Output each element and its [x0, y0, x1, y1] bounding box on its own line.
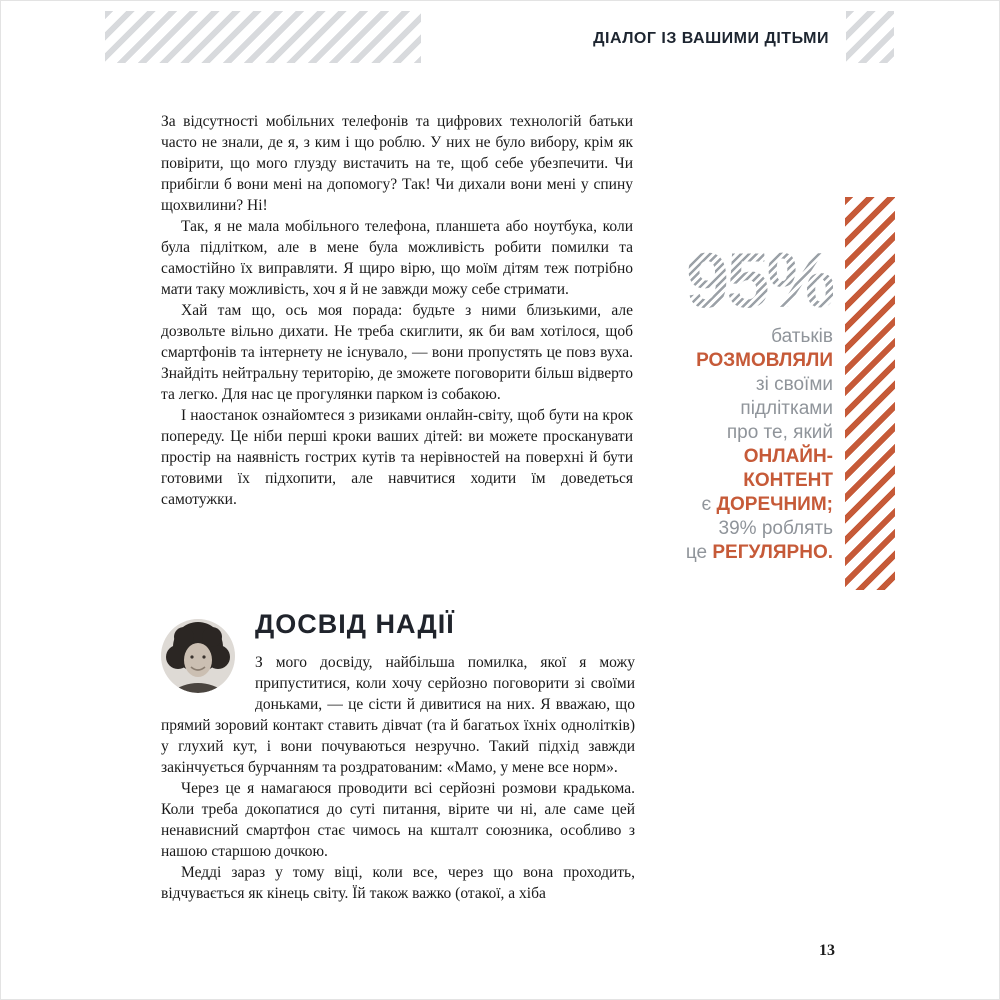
pullquote-line: РОЗМОВЛЯЛИ: [696, 349, 833, 371]
pullquote-stat: 95%: [685, 236, 833, 324]
paragraph: Хай там що, ось моя порада: будьте з ними близькими, але дозвольте вільно дихати. Не треба скиглити, як би вам хотілося, щоб смартфонів та інтернету не існувало, — вони пропустять це повз вуха. Знайдіть нейтральну територію, де зможете поговорити більш відверто та легко. Для нас це прогулянки парком із собакою.: [161, 302, 633, 403]
paragraph: Медді зараз у тому віці, коли все, через що вона проходить, відчувається як кінець світу. Їй також важко (отакої, а хіба: [161, 864, 635, 902]
pullquote-line: зі своїми: [755, 373, 833, 395]
page-header-title: ДІАЛОГ ІЗ ВАШИМИ ДІТЬМИ: [593, 30, 829, 47]
section-paragraphs: [161, 652, 635, 904]
pullquote-line: 39% роблять: [718, 517, 833, 539]
pullquote-line: батьків: [771, 325, 833, 347]
paragraph: За відсутності мобільних телефонів та цифрових технологій батьки часто не знали, де я, з ким і що роблю. У них не було вибору, крім як повірити, що мого глузду вистачить на те, щоб себе убезпечити. Чи прибігли б вони мені на допомогу? Так! Чи дихали вони мені у спину щохвилини? Ні!: [161, 113, 633, 214]
author-photo: [161, 619, 235, 693]
section-experience: [161, 605, 635, 904]
page-number: 13: [819, 942, 835, 959]
paragraph: Так, я не мала мобільного телефона, планшета або ноутбука, коли була підлітком, але в мене була можливість робити помилки та самостійно їх виправляти. Я щиро вірю, що моїм дітям теж потрібно мати таку можливість, хоч я й не завжди можу себе стримати.: [161, 218, 633, 298]
paragraph: І наостанок ознайомтеся з ризиками онлайн-світу, щоб бути на крок попереду. Це ніби перші кроки ваших дітей: ви можете просканувати простір на наявність гострих кутів та нерівностей на поверхні й бути готовими їх підхопити, але навчитися ходити їм доведеться самотужки.: [161, 407, 633, 508]
pullquote-line: є ДОРЕЧНИМ;: [701, 493, 833, 515]
pullquote-line: ОНЛАЙН-: [743, 445, 833, 467]
paragraph: З мого досвіду, найбільша помилка, якої я можу припуститися, коли хочу серйозно поговорити зі своїми доньками, — це сісти й дивитися на них. Я вважаю, що прямий зоровий контакт ставить дівчат (та й багатьох їхніх однолітків) у глухий кут, і вони почуваються незручно. Такий підхід завжди закінчується бурчанням та роздратованим: «Мамо, у мене все норм».: [161, 654, 635, 776]
intro-paragraphs: [161, 111, 633, 510]
paragraph: Через це я намагаюся проводити всі серйозні розмови крадькома. Коли треба докопатися до суті питання, вірите чи ні, але саме цей ненависний смартфон стає чимось на кшталт союзника, особливо з нашою старшою дочкою.: [161, 780, 635, 860]
section-heading: ДОСВІД НАДІЇ: [255, 609, 455, 639]
decor-stripes-top-left: [105, 11, 421, 63]
decor-stripes-right: [845, 197, 895, 590]
pullquote-line: про те, який: [726, 421, 833, 443]
pullquote-line: це РЕГУЛЯРНО.: [685, 541, 833, 563]
pullquote-line: підлітками: [740, 397, 833, 419]
statistic-pullquote: [583, 236, 833, 565]
decor-stripes-top-right: [846, 11, 894, 63]
pullquote-lines: [583, 325, 833, 565]
pullquote-line: КОНТЕНТ: [743, 469, 833, 491]
woman-portrait-illustration: [161, 619, 235, 693]
